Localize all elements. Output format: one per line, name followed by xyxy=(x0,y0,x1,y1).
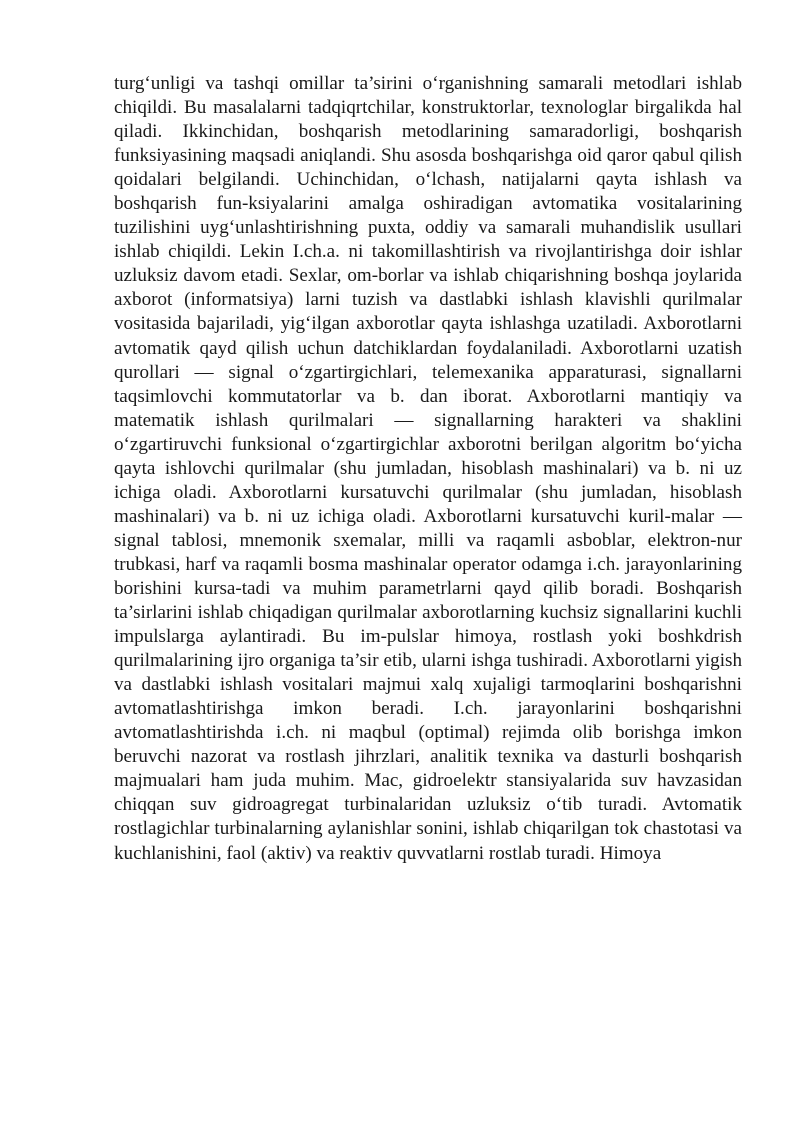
document-page xyxy=(114,72,742,866)
body-paragraph: turg‘unligi va tashqi omillar ta’sirini o‘rganishning samarali metodlari ishlab chiqildi. Bu masalalarni tadqiqrtchilar, konstruktorlar, texnologlar birgalikda hal qiladi. Ikkinchidan, boshqarish metodlarining samaradorligi, boshqarish funksiyasining maqsadi aniqlandi. Shu asosda boshqarishga oid qaror qabul qilish qoidalari belgilandi. Uchinchidan, o‘lchash, natijalarni qayta ishlash va boshqarish fun-ksiyalarini amalga oshiradigan avtomatika vositalarining tuzilishini uyg‘unlashtirishning puxta, oddiy va samarali muhandislik usullari ishlab chiqildi. Lekin I.ch.a. ni takomillashtirish va rivojlantirishga doir ishlar uzluksiz davom etadi. Sexlar, om-borlar va ishlab chiqarishning boshqa joylarida axborot (informatsiya) larni tuzish va dastlabki ishlash klavishli qurilmalar vositasida bajariladi, yig‘ilgan axborotlar qayta ishlashga uzatiladi. Axborotlarni avtomatik qayd qilish uchun datchiklardan foydalaniladi. Axborotlarni uzatish qurollari — signal o‘zgartirgichlari, telemexanika apparaturasi, signallarni taqsimlovchi kommutatorlar va b. dan iborat. Axborotlarni mantiqiy va matematik ishlash qurilmalari — signallarning harakteri va shaklini o‘zgartiruvchi funksional o‘zgartirgichlar axborotni berilgan algoritm bo‘yicha qayta ishlovchi qurilmalar (shu jumladan, hisoblash mashinalari) va b. ni uz ichiga oladi. Axborotlarni kursatuvchi qurilmalar (shu jumladan, hisoblash mashinalari) va b. ni uz ichiga oladi. Axborotlarni kursatuvchi kuril-malar — signal tablosi, mnemonik sxemalar, milli va raqamli asboblar, elektron-nur trubkasi, harf va raqamli bosma mashinalar operator odamga i.ch. jarayonlarining borishini kursa-tadi va muhim parametrlarni qayd qilib boradi. Boshqarish ta’sirlarini ishlab chiqadigan qurilmalar axborotlarning kuchsiz signallarini kuchli impulslarga aylantiradi. Bu im-pulslar himoya, rostlash yoki boshkdrish qurilmalarining ijro organiga ta’sir etib, ularni ishga tushiradi. Axborotlarni yigish va dastlabki ishlash vositalari majmui xalq xujaligi tarmoqlarini boshqarishni avtomatlashtirishga imkon beradi. I.ch. jarayonlarini boshqarishni avtomatlashtirishda i.ch. ni maqbul (optimal) rejimda olib borishga imkon beruvchi nazorat va rostlash jihrzlari, analitik texnika va dasturli boshqarish majmualari ham juda muhim. Mac, gidroelektr stansiyalarida suv havzasidan chiqqan suv gidroagregat turbinalaridan uzluksiz o‘tib turadi. Avtomatik rostlagichlar turbinalarning aylanishlar sonini, ishlab chiqarilgan tok chastotasi va kuchlanishini, faol (aktiv) va reaktiv quvvatlarni rostlab turadi. Himoya xyxy=(114,73,742,864)
